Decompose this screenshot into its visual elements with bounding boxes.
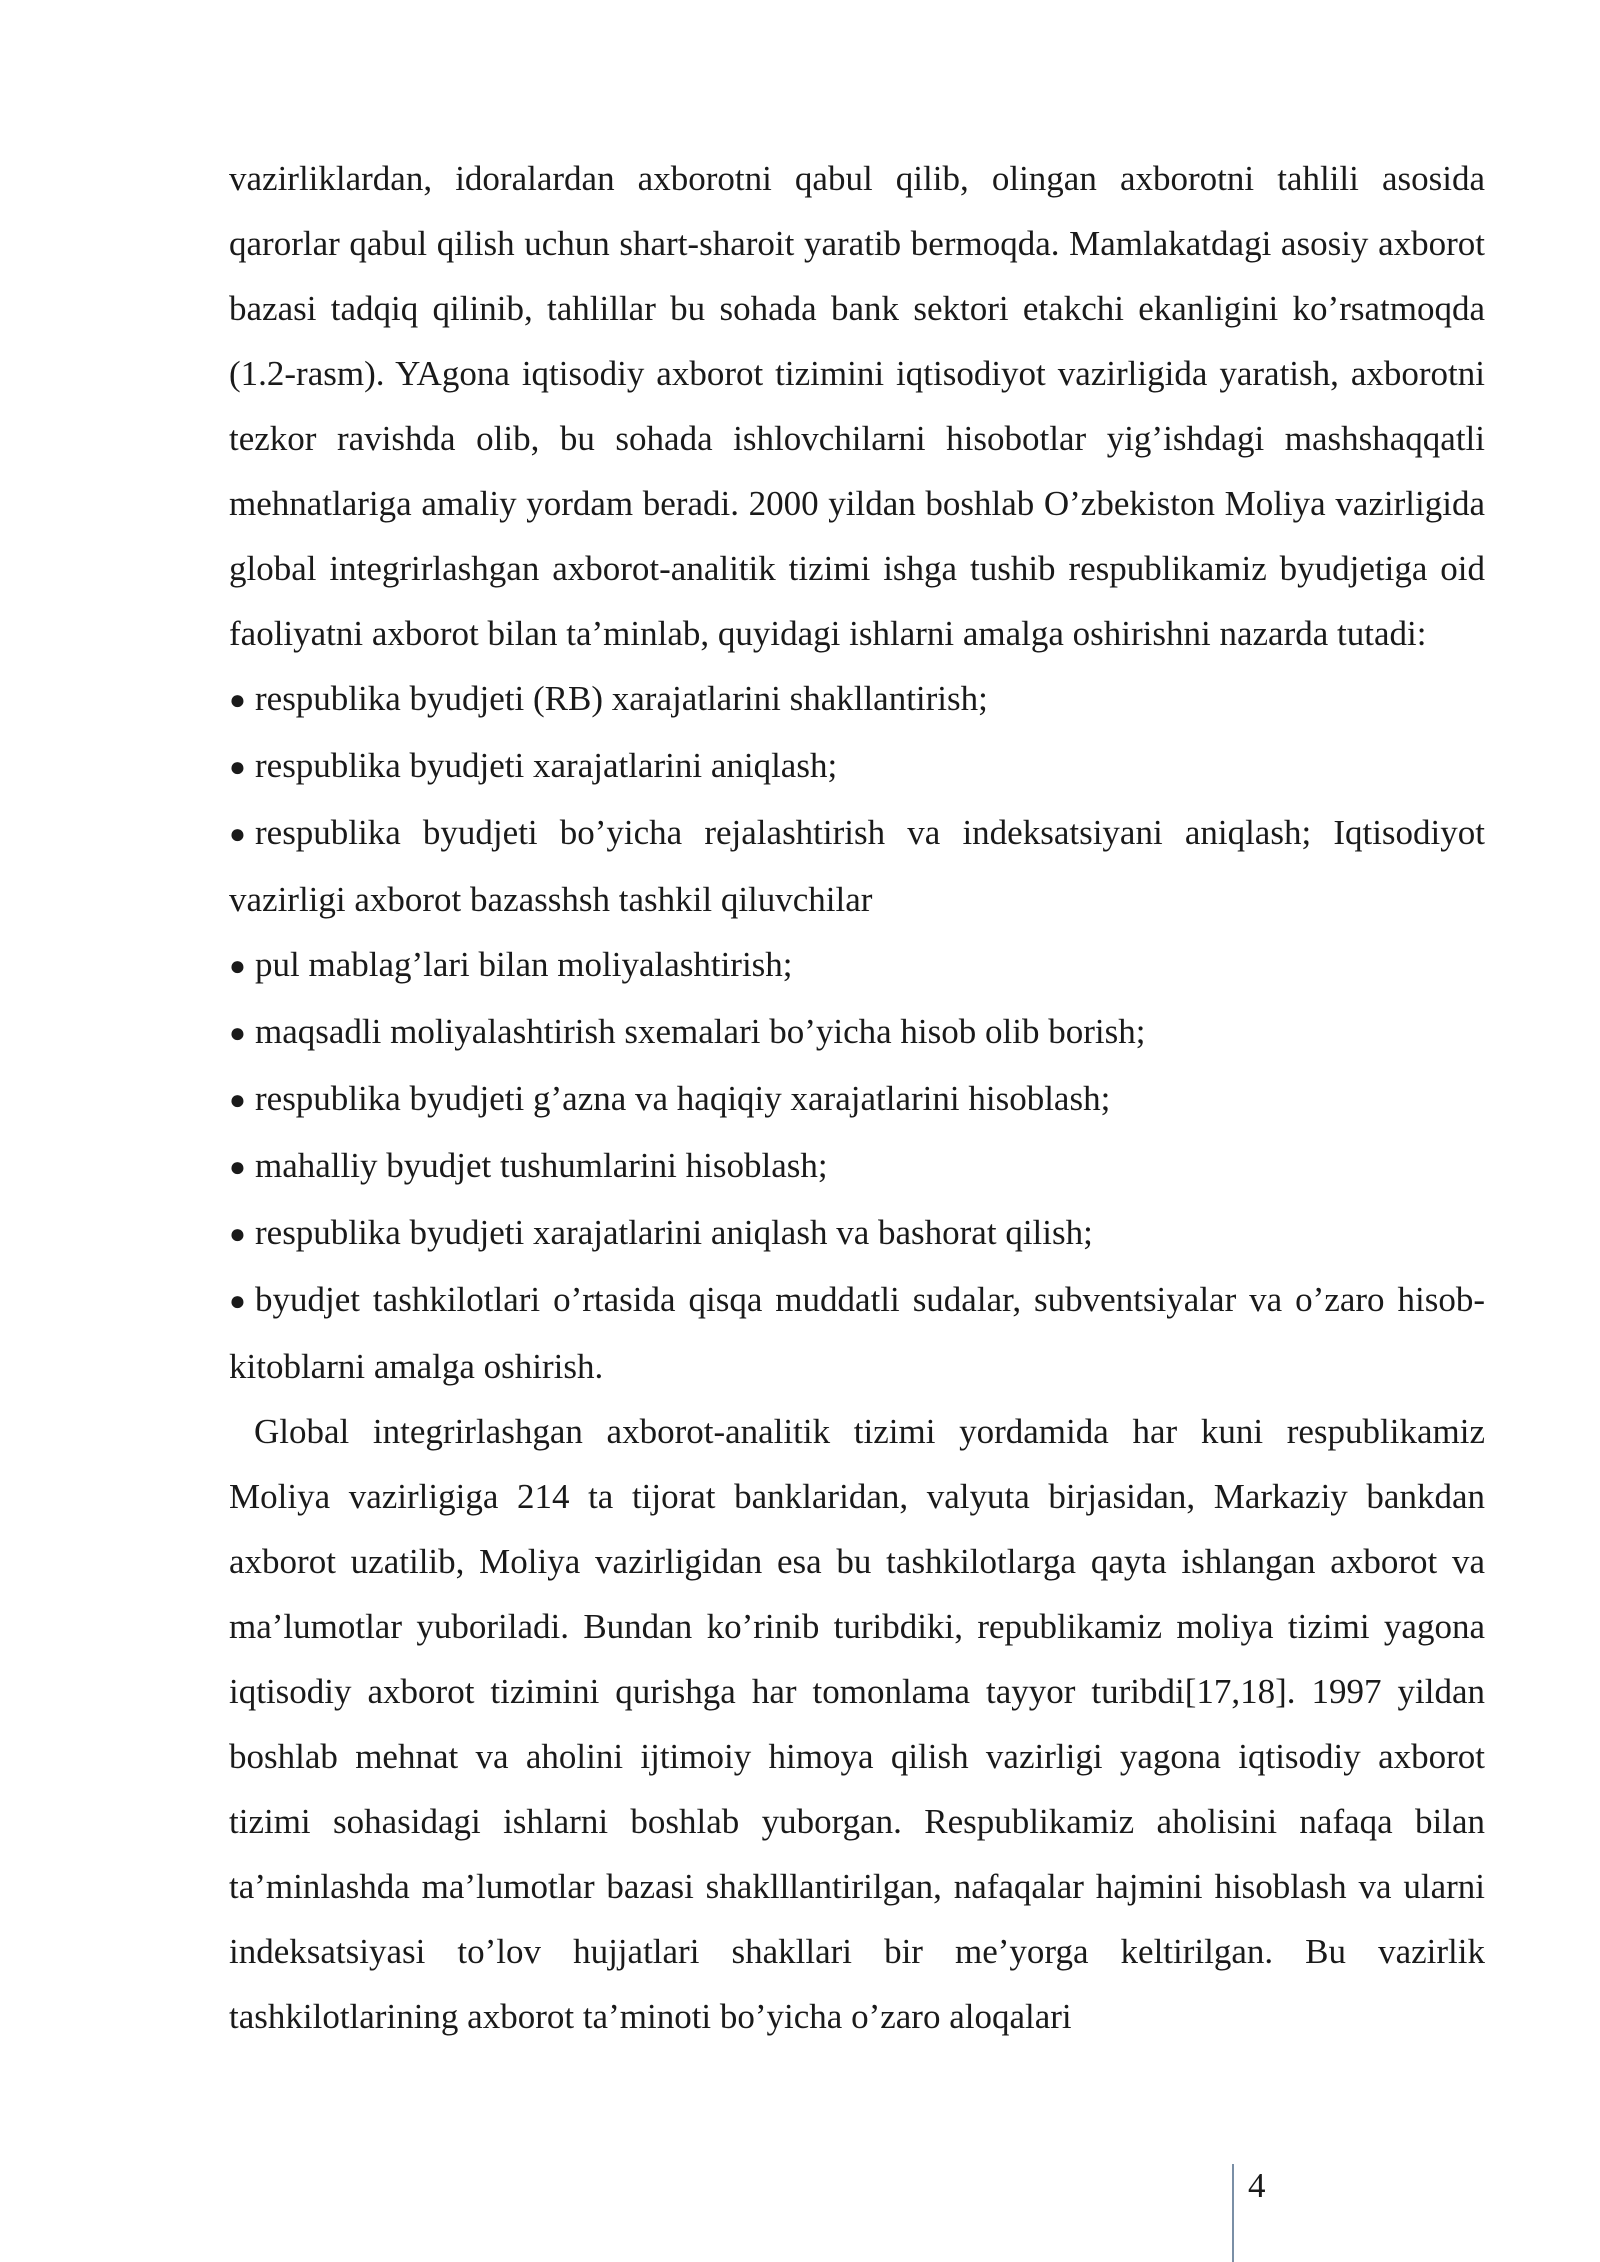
bullet-icon: ●: [229, 1018, 246, 1049]
bullet-icon: ●: [229, 1152, 246, 1183]
list-item: [229, 932, 1485, 999]
list-item-text: byudjet tashkilotlari o’rtasida qisqa muddatli sudalar, subventsiyalar va o’zaro hisob-kitoblarni amalga oshirish.: [229, 1280, 1485, 1386]
bullet-icon: ●: [229, 1085, 246, 1116]
bullet-icon: ●: [229, 752, 246, 783]
list-item: [229, 666, 1485, 733]
bullet-icon: ●: [229, 685, 246, 716]
list-item-text: respublika byudjeti (RB) xarajatlarini shakllantirish;: [255, 679, 988, 718]
page-footer: [1232, 2164, 1266, 2262]
list-item: [229, 800, 1485, 932]
list-item-text: pul mablag’lari bilan moliyalashtirish;: [255, 945, 793, 984]
bullet-icon: ●: [229, 1219, 246, 1250]
list-item-text: respublika byudjeti xarajatlarini aniqlash va bashorat qilish;: [255, 1213, 1093, 1252]
list-item-text: mahalliy byudjet tushumlarini hisoblash;: [255, 1146, 828, 1185]
paragraph-global-system: Global integrirlashgan axborot-analitik tizimi yordamida har kuni respublikamiz Moliya vazirligiga 214 ta tijorat banklaridan, valyuta birjasidan, Markaziy bankdan axborot uzatilib, Moliya vazirligidan esa bu tashkilotlarga qayta ishlangan axborot va ma’lumotlar yuboriladi. Bundan ko’rinib turibdiki, republikamiz moliya tizimi yagona iqtisodiy axborot tizimini qurishga har tomonlama tayyor turibdi[17,18]. 1997 yildan boshlab mehnat va aholini ijtimoiy himoya qilish vazirligi yagona iqtisodiy axborot tizimi sohasidagi ishlarni boshlab yuborgan. Respublikamiz aholisini nafaqa bilan ta’minlashda ma’lumotlar bazasi shaklllantirilgan, nafaqalar hajmini hisoblash va ularni indeksatsiyasi to’lov hujjatlari shakllari bir me’yorga keltirilgan. Bu vazirlik tashkilotlarining axborot ta’minoti bo’yicha o’zaro aloqalari: [229, 1412, 1485, 2036]
list-item: [229, 1267, 1485, 1399]
bullet-list: [229, 666, 1485, 1399]
bullet-icon: ●: [229, 951, 246, 982]
list-item: [229, 733, 1485, 800]
list-item: [229, 999, 1485, 1066]
bullet-icon: ●: [229, 819, 246, 850]
page-number: 4: [1248, 2166, 1266, 2205]
paragraph-intro: vazirliklardan, idoralardan axborotni qabul qilib, olingan axborotni tahlili asosida qarorlar qabul qilish uchun shart-sharoit yaratib bermoqda. Mamlakatdagi asosiy axborot bazasi tadqiq qilinib, tahlillar bu sohada bank sektori etakchi ekanligini ko’rsatmoqda (1.2-rasm). YAgona iqtisodiy axborot tizimini iqtisodiyot vazirligida yaratish, axborotni tezkor ravishda olib, bu sohada ishlovchilarni hisobotlar yig’ishdagi mashshaqqatli mehnatlariga amaliy yordam beradi. 2000 yildan boshlab O’zbekiston Moliya vazirligida global integrirlashgan axborot-analitik tizimi ishga tushib respublikamiz byudjetiga oid faoliyatni axborot bilan ta’minlab, quyidagi ishlarni amalga oshirishni nazarda tutadi:: [229, 159, 1485, 653]
list-item-text: respublika byudjeti bo’yicha rejalashtirish va indeksatsiyani aniqlash; Iqtisodiyot vazirligi axborot bazasshsh tashkil qiluvchilar: [229, 813, 1485, 919]
list-item-text: maqsadli moliyalashtirish sxemalari bo’yicha hisob olib borish;: [255, 1012, 1146, 1051]
list-item: [229, 1133, 1485, 1200]
list-item: [229, 1066, 1485, 1133]
list-item-text: respublika byudjeti g’azna va haqiqiy xarajatlarini hisoblash;: [255, 1079, 1111, 1118]
document-page: [229, 146, 1485, 2049]
bullet-icon: ●: [229, 1286, 246, 1317]
list-item-text: respublika byudjeti xarajatlarini aniqlash;: [255, 746, 838, 785]
list-item: [229, 1200, 1485, 1267]
